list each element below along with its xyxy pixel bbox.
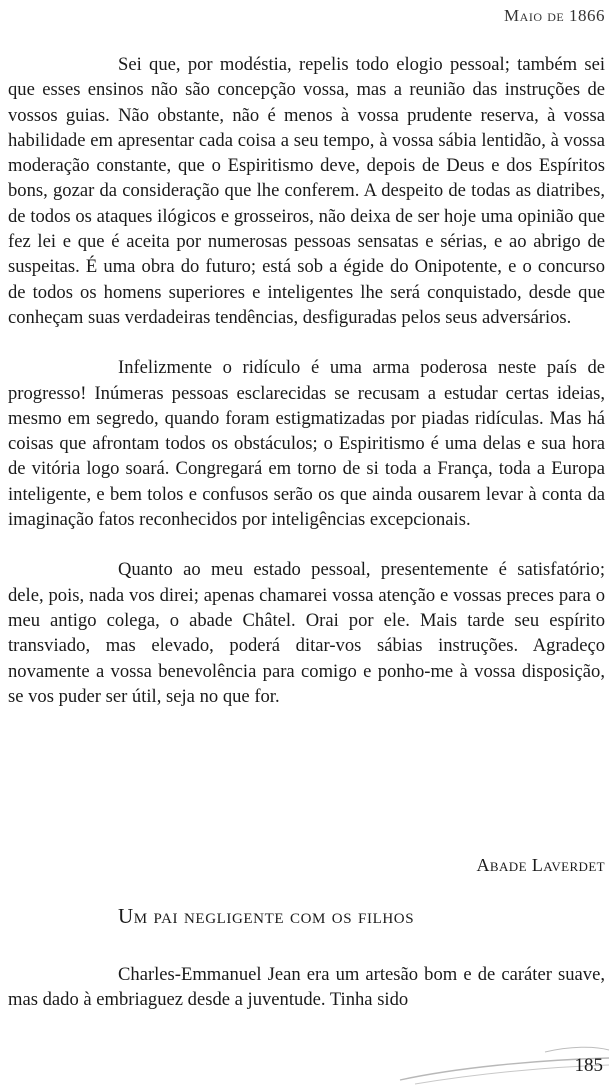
paragraph-2: Infelizmente o ridículo é uma arma poderosa neste país de progresso! Inúmeras pessoas esclarecidas se recusam a estudar certas ideias, mesmo em segredo, quando foram estigmatizadas por piadas ridículas. Mas há coisas que afrontam todos os obstáculos; o Espiritismo é uma delas e sua hora de vitória logo soará. Congregará em torno de si toda a França, toda a Europa inteligente, e bem tolos e confusos serão os que ainda ousarem levar à conta da imaginação fatos reconhecidos por inteligências excepcionais. — [8, 357, 605, 531]
running-head: Maio de 1866 — [504, 6, 605, 25]
section-body — [8, 962, 605, 1013]
letter-body — [8, 52, 605, 709]
paragraph-4: Charles-Emmanuel Jean era um artesão bom e de caráter suave, mas dado à embriaguez desde a juventude. Tinha sido — [8, 964, 605, 1011]
page-number: 185 — [574, 1055, 603, 1076]
signature: Abade Laverdet — [476, 855, 605, 875]
section-title: Um pai negligente com os filhos — [118, 904, 415, 928]
paragraph-3: Quanto ao meu estado pessoal, presentemente é satisfatório; dele, pois, nada vos direi; apenas chamarei vossa atenção e vossas preces para o meu antigo colega, o abade Châtel. Orai por ele. Mais tarde seu espírito transviado, mas elevado, poderá ditar-vos sábias instruções. Agradeço novamente a vossa benevolência para comigo e ponho-me à vossa disposição, se vos puder ser útil, seja no que for. — [8, 559, 605, 707]
paragraph-1: Sei que, por modéstia, repelis todo elogio pessoal; também sei que esses ensinos não são concepção vossa, mas a reunião das instruções de vossos guias. Não obstante, não é menos à vossa prudente reserva, à vossa habilidade em apresentar cada coisa a seu tempo, à vossa sábia lentidão, à vossa moderação constante, que o Espiritismo deve, depois de Deus e dos Espíritos bons, gozar da consideração que lhe conferem. A despeito de todas as diatribes, de todos os ataques ilógicos e grosseiros, não deixa de ser hoje uma opinião que fez lei e que é aceita por numerosas pessoas sensatas e sérias, e ao abrigo de suspeitas. É uma obra do futuro; está sob a égide do Onipotente, e o concurso de todos os homens superiores e inteligentes lhe será conquistado, desde que conheçam suas verdadeiras tendências, desfiguradas pelos seus adversários. — [8, 54, 605, 328]
